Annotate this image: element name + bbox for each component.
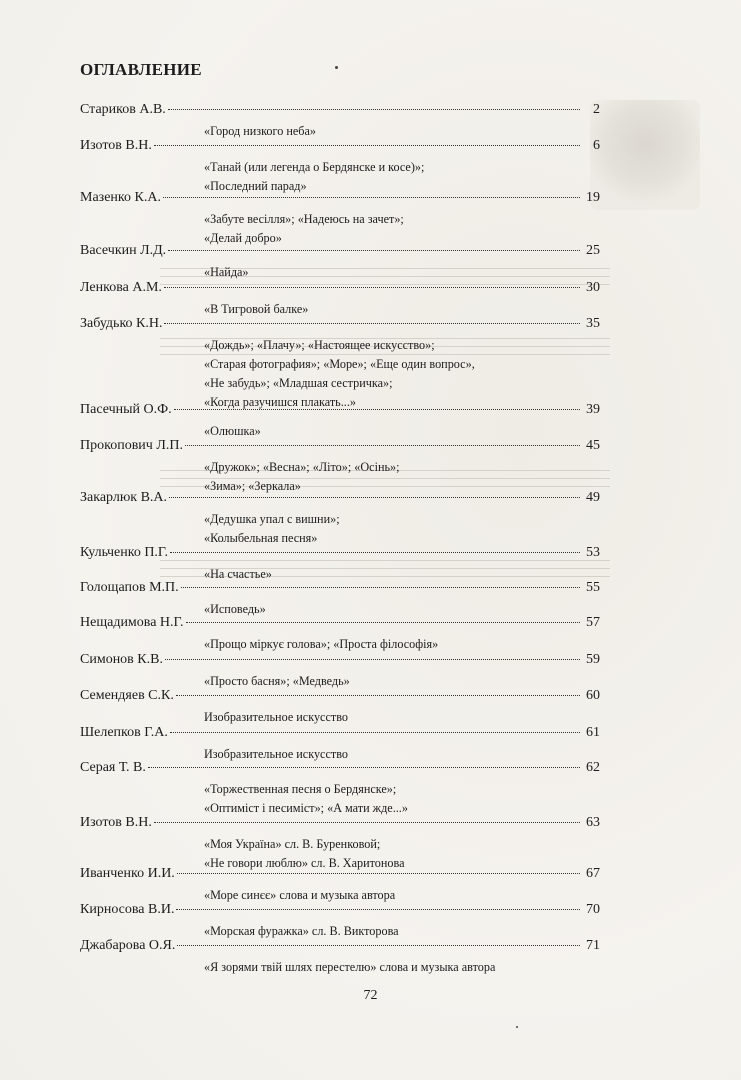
toc-author-name: Мазенко К.А.: [80, 190, 161, 205]
ink-speck: [335, 66, 338, 69]
toc-author-line: [80, 725, 600, 745]
toc-work-title: «Олюшка»: [204, 424, 261, 438]
toc-work-title: «Делай добро»: [204, 231, 282, 245]
toc-work-title: «Прощо міркує голова»; «Проста філософія»: [204, 637, 439, 651]
toc-work-title: «Я зорями твій шлях перестелю» слова и музыка автора: [204, 960, 496, 974]
toc-dot-leader: [165, 659, 580, 660]
toc-work-title: «Торжественная песня о Бердянске»;: [204, 782, 397, 796]
toc-work-title: «В Тигровой балке»: [204, 302, 309, 316]
toc-entry: [80, 652, 600, 691]
toc-page-number: 39: [586, 402, 600, 417]
toc-work-title: «Моя Україна» сл. В. Буренковой;: [204, 837, 381, 851]
toc-author-name: Прокопович Л.П.: [80, 438, 183, 453]
toc-author-name: Изотов В.Н.: [80, 138, 152, 153]
toc-works: [204, 958, 600, 977]
toc-author-name: Иванченко И.И.: [80, 866, 175, 881]
toc-dot-leader: [176, 695, 580, 696]
toc-author-name: Ленкова А.М.: [80, 280, 162, 295]
toc-author-line: [80, 438, 600, 458]
toc-author-line: [80, 760, 600, 780]
toc-author-line: [80, 902, 600, 922]
toc-dot-leader: [168, 250, 580, 251]
toc-page-number: 59: [586, 652, 600, 667]
toc-author-line: [80, 102, 600, 122]
toc-work-title: «Просто басня»; «Медведь»: [204, 674, 350, 688]
toc-works: [204, 510, 600, 548]
toc-author-name: Закарлюк В.А.: [80, 490, 168, 505]
toc-entry: [80, 190, 600, 248]
toc-dot-leader: [169, 497, 580, 498]
toc-author-line: [80, 243, 600, 263]
toc-entry: [80, 243, 600, 282]
toc-author-line: [80, 190, 600, 210]
toc-author-name: Стариков А.В.: [80, 102, 166, 117]
toc-entry: [80, 760, 600, 818]
toc-dot-leader: [176, 909, 580, 910]
toc-page-number: 19: [586, 190, 600, 205]
toc-entry: [80, 438, 600, 496]
toc-author-line: [80, 815, 600, 835]
toc-entry: [80, 316, 600, 412]
toc-work-title: «Дождь»; «Плачу»; «Настоящее искусство»;: [204, 338, 435, 352]
toc-work-title: «Когда разучишся плакать...»: [204, 395, 356, 409]
toc-work-title: «Дедушка упал с вишни»;: [204, 512, 340, 526]
toc-author-name: Васечкин Л.Д.: [80, 243, 167, 258]
toc-dot-leader: [177, 945, 580, 946]
toc-author-line: [80, 280, 600, 300]
toc-page-number: 49: [586, 490, 600, 505]
toc-entry: [80, 280, 600, 319]
toc-dot-leader: [177, 873, 580, 874]
toc-page-number: 63: [586, 815, 600, 830]
toc-author-name: Кирносова В.И.: [80, 902, 175, 917]
toc-entry: [80, 866, 600, 905]
toc-dot-leader: [185, 445, 580, 446]
toc-page-number: 45: [586, 438, 600, 453]
toc-author-name: Симонов К.В.: [80, 652, 163, 667]
toc-work-title: Изобразительное искусство: [204, 747, 348, 761]
toc-page-number: 57: [586, 615, 600, 630]
toc-author-line: [80, 688, 600, 708]
toc-entry: [80, 402, 600, 441]
toc-dot-leader: [164, 323, 580, 324]
toc-dot-leader: [181, 587, 580, 588]
toc-work-title: «На счастье»: [204, 567, 272, 581]
toc-entry: [80, 938, 600, 977]
toc-work-title: «Последний парад»: [204, 179, 307, 193]
toc-work-title: «Старая фотография»; «Море»; «Еще один вопрос»,: [204, 357, 475, 371]
toc-work-title: «Найда»: [204, 265, 249, 279]
toc-page-number: 30: [586, 280, 600, 295]
toc-author-line: [80, 615, 600, 635]
toc-entry: [80, 138, 600, 196]
toc-entry: [80, 615, 600, 654]
toc-author-name: Забудько К.Н.: [80, 316, 163, 331]
toc-page-number: 61: [586, 725, 600, 740]
toc-work-title: «Дружок»; «Весна»; «Літо»; «Осінь»;: [204, 460, 400, 474]
toc-entry: [80, 545, 600, 584]
toc-author-name: Семендяев С.К.: [80, 688, 174, 703]
toc-author-line: [80, 402, 600, 422]
toc-work-title: «Исповедь»: [204, 602, 266, 616]
toc-dot-leader: [174, 409, 580, 410]
toc-page-number: 62: [586, 760, 600, 775]
toc-work-title: «Зима»; «Зеркала»: [204, 479, 301, 493]
toc-author-line: [80, 652, 600, 672]
toc-work-title: «Забуте весілля»; «Надеюсь на зачет»;: [204, 212, 404, 226]
toc-work-title: «Колыбельная песня»: [204, 531, 318, 545]
toc-author-line: [80, 866, 600, 886]
toc-work-title: «Город низкого неба»: [204, 124, 316, 138]
toc-page-number: 60: [586, 688, 600, 703]
toc-entry: [80, 815, 600, 873]
toc-dot-leader: [154, 145, 580, 146]
toc-author-name: Серая Т. В.: [80, 760, 146, 775]
toc-dot-leader: [168, 109, 580, 110]
toc-author-line: [80, 490, 600, 510]
toc-dot-leader: [148, 767, 580, 768]
toc-work-title: «Морская фуражка» сл. В. Викторова: [204, 924, 399, 938]
toc-work-title: «Танай (или легенда о Бердянске и косе)»;: [204, 160, 425, 174]
toc-dot-leader: [170, 552, 580, 553]
toc-entry: [80, 490, 600, 548]
toc-author-name: Кульченко П.Г.: [80, 545, 168, 560]
toc-dot-leader: [154, 822, 580, 823]
toc-entry: [80, 102, 600, 141]
toc-author-name: Нещадимова Н.Г.: [80, 615, 184, 630]
page-title: ОГЛАВЛЕНИЕ: [80, 60, 202, 79]
toc-author-name: Джабарова О.Я.: [80, 938, 176, 953]
toc-author-line: [80, 545, 600, 565]
toc-work-title: «Не забудь»; «Младшая сестричка»;: [204, 376, 393, 390]
toc-page-number: 70: [586, 902, 600, 917]
toc-page-number: 71: [586, 938, 600, 953]
toc-author-name: Шелепков Г.А.: [80, 725, 168, 740]
toc-dot-leader: [186, 622, 580, 623]
toc-author-name: Голощапов М.П.: [80, 580, 179, 595]
toc-work-title: «Море синєє» слова и музыка автора: [204, 888, 396, 902]
toc-works: [204, 336, 600, 412]
toc-author-line: [80, 580, 600, 600]
toc-work-title: «Не говори люблю» сл. В. Харитонова: [204, 856, 405, 870]
toc-entry: [80, 580, 600, 619]
toc-dot-leader: [170, 732, 580, 733]
toc-page-number: 55: [586, 580, 600, 595]
toc-author-line: [80, 938, 600, 958]
toc-page-number: 53: [586, 545, 600, 560]
toc-works: [204, 780, 600, 818]
toc-entry: [80, 725, 600, 764]
toc-page-number: 2: [593, 102, 600, 117]
toc-dot-leader: [164, 287, 580, 288]
page-number: 72: [363, 988, 378, 1003]
toc-author-name: Пасечный О.Ф.: [80, 402, 172, 417]
toc-page-number: 25: [586, 243, 600, 258]
toc-work-title: «Оптиміст і песиміст»; «А мати жде...»: [204, 801, 408, 815]
toc-entry: [80, 902, 600, 941]
toc-author-line: [80, 138, 600, 158]
toc-page-number: 67: [586, 866, 600, 881]
ink-speck: [516, 1026, 518, 1028]
toc-page-number: 35: [586, 316, 600, 331]
toc-entry: [80, 688, 600, 727]
toc-author-line: [80, 316, 600, 336]
bleed-through-photo: [590, 100, 700, 210]
toc-author-name: Изотов В.Н.: [80, 815, 152, 830]
toc-page-number: 6: [593, 138, 600, 153]
toc-dot-leader: [163, 197, 580, 198]
toc-work-title: Изобразительное искусство: [204, 710, 348, 724]
